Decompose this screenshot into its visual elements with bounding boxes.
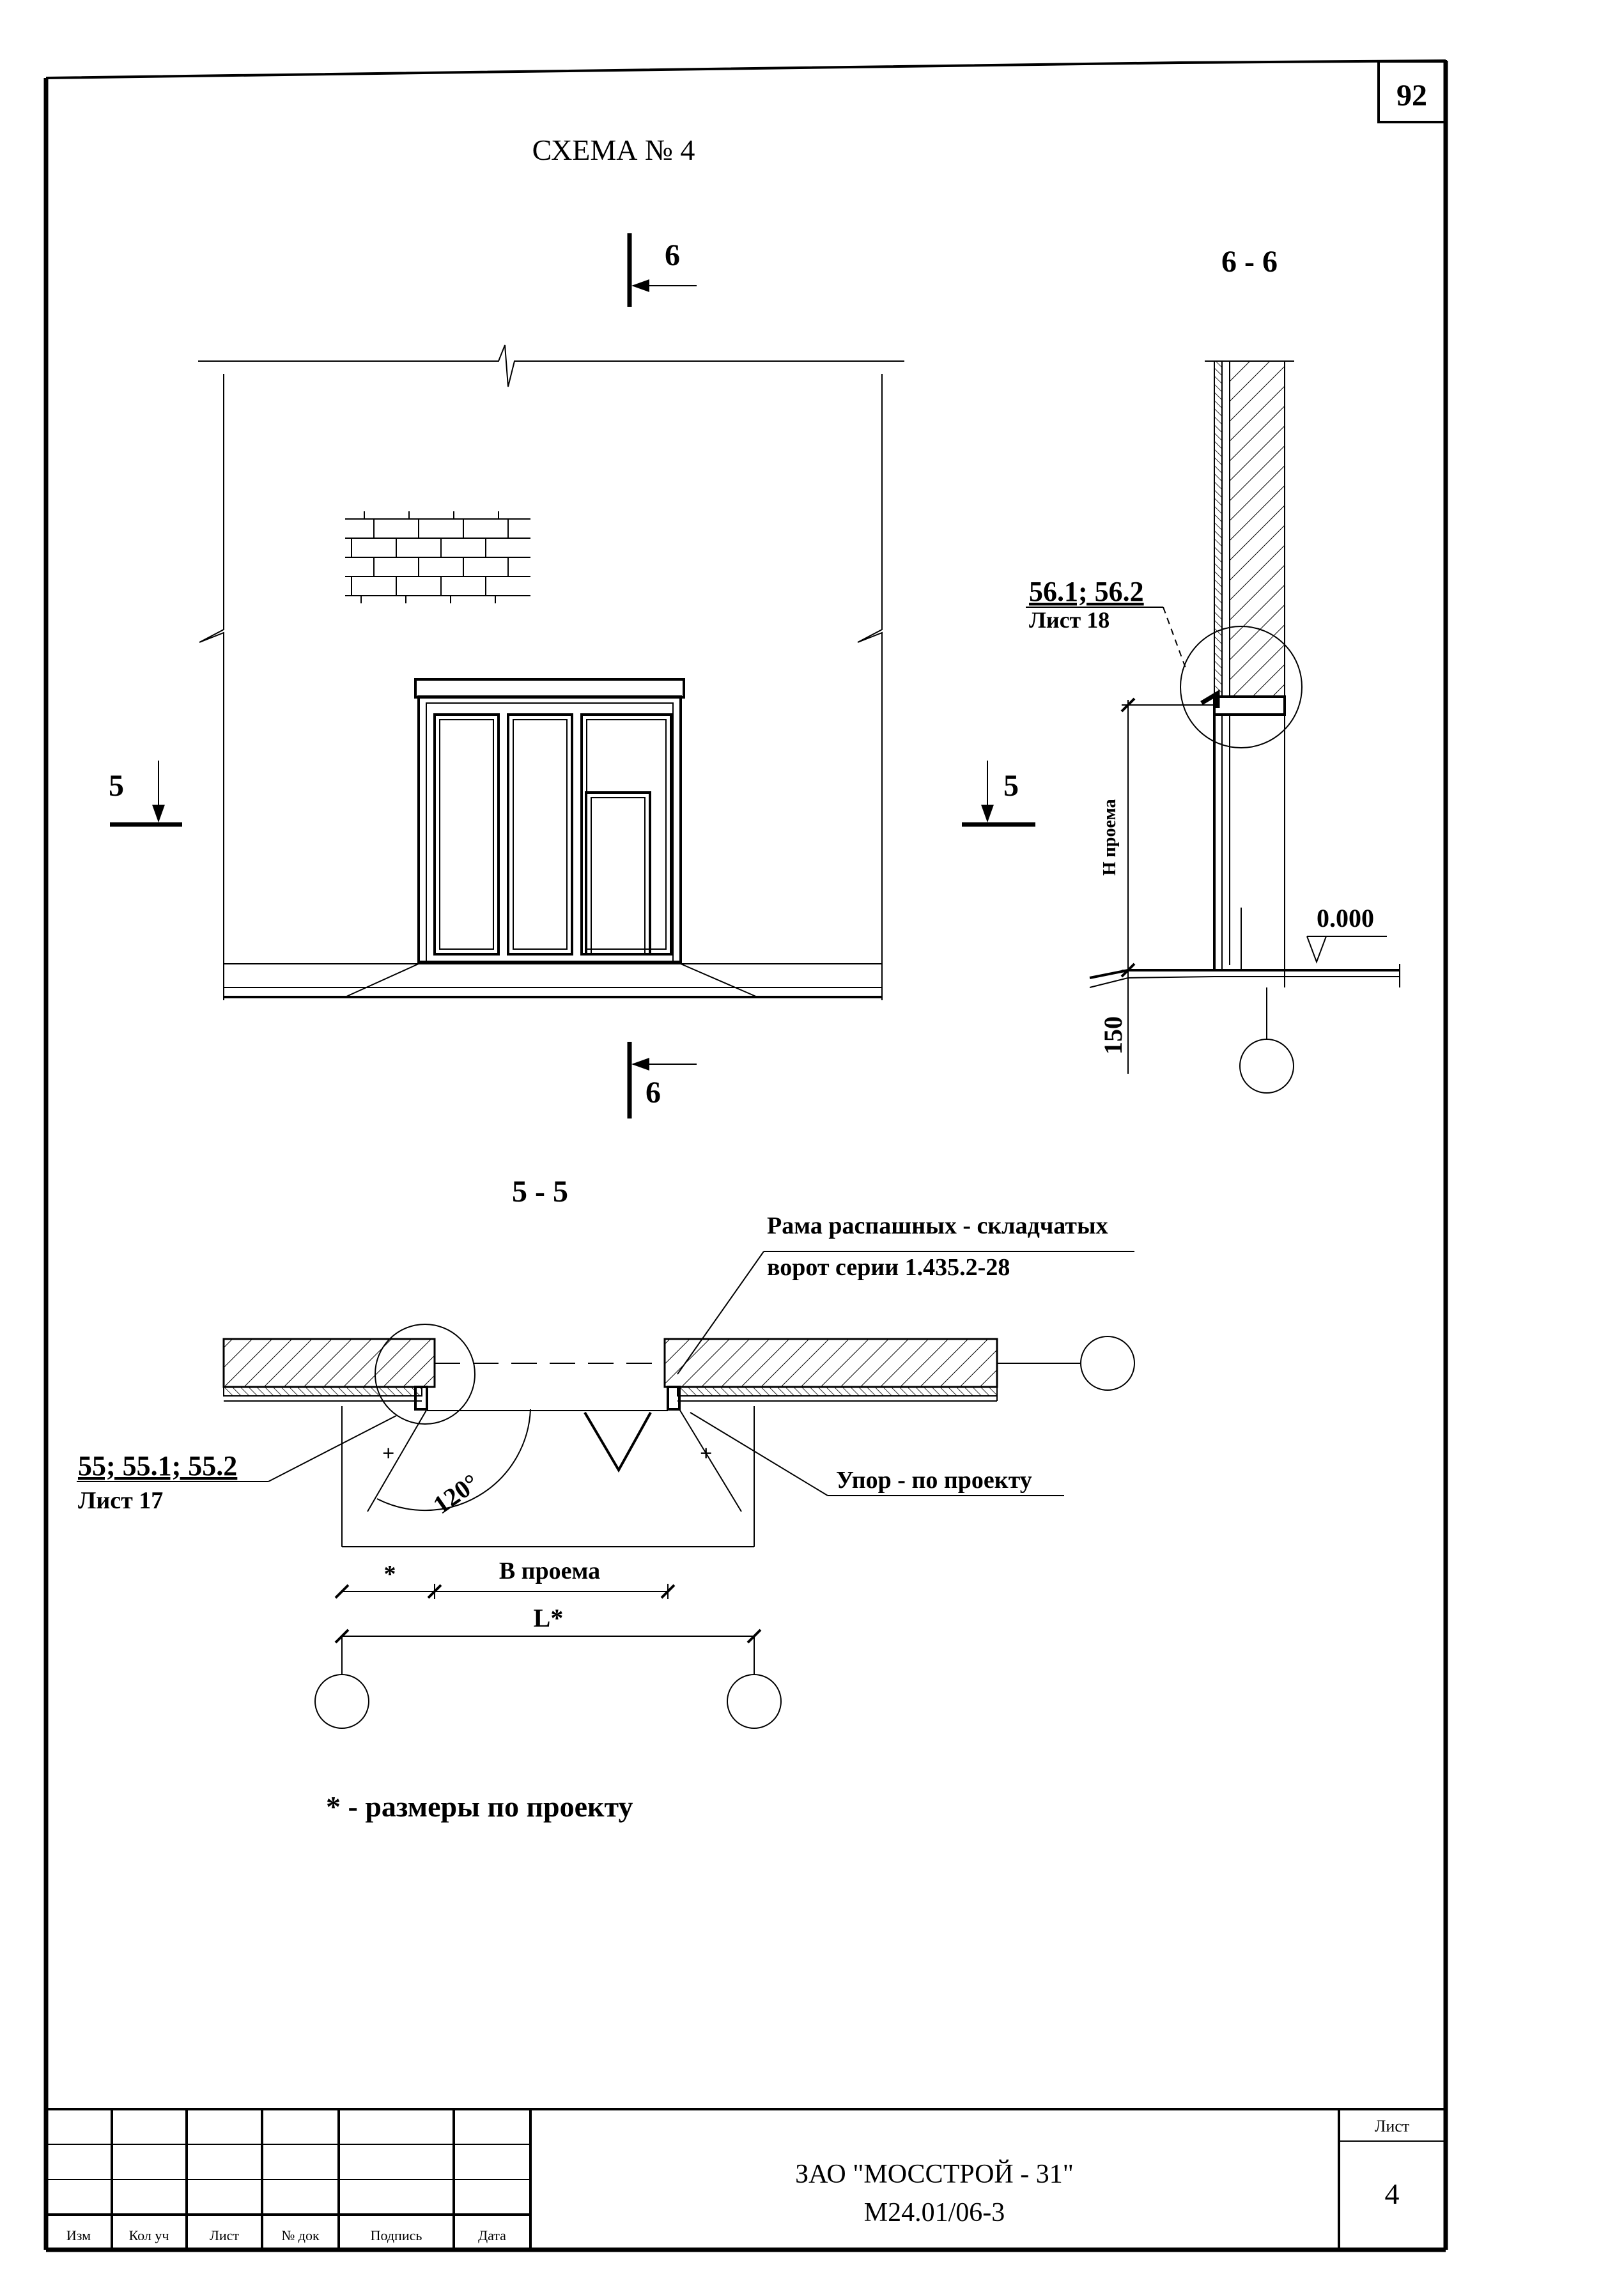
tb-header-date: Дата xyxy=(478,2227,506,2243)
sheet-number: 92 xyxy=(1396,79,1427,112)
angle-label: 120° xyxy=(428,1467,484,1520)
elevation-view xyxy=(198,345,904,1000)
brick-pattern xyxy=(345,511,530,603)
stop-note: Упор - по проекту xyxy=(836,1467,1032,1494)
cut-5-right-label: 5 xyxy=(1003,769,1019,803)
cut-mark-6-top xyxy=(630,233,697,307)
section-6-6-node-ref: 56.1; 56.2 xyxy=(1029,576,1144,607)
tb-header-doc: № док xyxy=(281,2227,320,2243)
section-6-6-title: 6 - 6 xyxy=(1221,245,1278,279)
tb-header-sign: Подпись xyxy=(370,2227,422,2243)
section-6-6-dim-150: 150 xyxy=(1099,1016,1127,1055)
tb-header-izm: Изм xyxy=(66,2227,91,2243)
plus-right: + xyxy=(700,1442,713,1466)
axis-bubble-5-5-mid xyxy=(727,1675,781,1728)
axis-bubble-5-5-right xyxy=(1081,1336,1134,1390)
axis-bubble-5-5-left xyxy=(315,1675,369,1728)
cut-6-top-label: 6 xyxy=(665,238,680,272)
cut-mark-5-right xyxy=(962,761,1035,824)
sheet-number-box xyxy=(1379,61,1446,122)
section-6-6-node-sheet: Лист 18 xyxy=(1029,607,1110,633)
plus-left: + xyxy=(382,1442,395,1466)
cut-6-bottom-label: 6 xyxy=(646,1076,661,1110)
footnote: * - размеры по проекту xyxy=(326,1790,633,1823)
tb-sheet-label: Лист xyxy=(1374,2117,1410,2135)
frame-note-line2: ворот серии 1.435.2-28 xyxy=(767,1254,1010,1281)
dim-star: * xyxy=(383,1561,396,1588)
section-6-6-height-label: Н проема xyxy=(1100,799,1120,876)
tb-sheet-value: 4 xyxy=(1384,2178,1400,2210)
section-5-5-node-sheet: Лист 17 xyxy=(78,1487,164,1514)
dim-width: В проема xyxy=(499,1558,601,1584)
schema-title: СХЕМА № 4 xyxy=(532,134,695,166)
tb-header-kol: Кол уч xyxy=(128,2227,169,2243)
dim-length: L* xyxy=(533,1604,564,1632)
cut-mark-5-left xyxy=(109,761,182,824)
tb-company: ЗАО "МОССТРОЙ - 31" xyxy=(795,2160,1074,2189)
tb-header-list: Лист xyxy=(209,2227,240,2243)
cut-5-left-label: 5 xyxy=(109,769,124,803)
section-6-6 xyxy=(1026,361,1400,1093)
section-5-5-title: 5 - 5 xyxy=(512,1175,568,1209)
section-5-5-node-ref: 55; 55.1; 55.2 xyxy=(78,1450,238,1482)
section-6-6-level: 0.000 xyxy=(1317,904,1374,933)
tb-doc-code: М24.01/06-3 xyxy=(863,2198,1005,2227)
axis-bubble-6-6 xyxy=(1240,1039,1294,1093)
title-block xyxy=(46,2109,1446,2250)
gate-frame xyxy=(415,679,684,962)
cut-mark-6-bottom xyxy=(630,1042,697,1118)
frame-note-line1: Рама распашных - складчатых xyxy=(767,1212,1108,1239)
